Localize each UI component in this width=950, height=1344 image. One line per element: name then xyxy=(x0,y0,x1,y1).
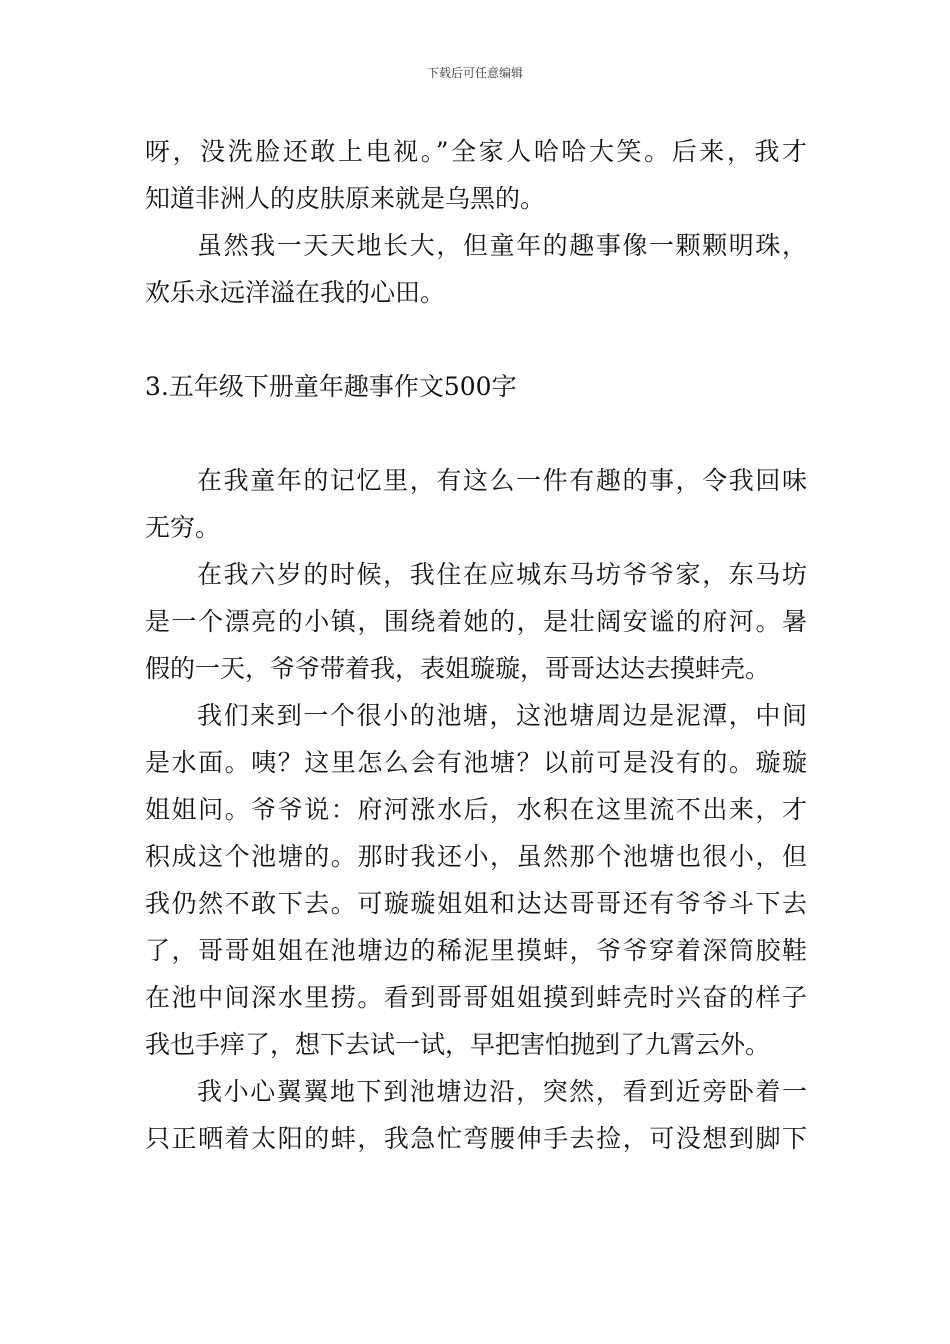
text-line: 我小心翼翼地下到池塘边沿，突然，看到近旁卧着一 xyxy=(197,1077,807,1106)
document-body xyxy=(145,128,807,1162)
text-line: 是水面。咦？这里怎么会有池塘？以前可是没有的。璇璇 xyxy=(145,748,807,777)
paragraph xyxy=(145,692,807,1068)
text-line: 假的一天，爷爷带着我，表姐璇璇，哥哥达达去摸蚌壳。 xyxy=(145,654,771,683)
text-line: 我们来到一个很小的池塘，这池塘周边是泥潭，中间 xyxy=(197,701,807,730)
text-line: 欢乐永远洋溢在我的心田。 xyxy=(145,278,446,307)
blank-line xyxy=(145,316,807,363)
text-line: 积成这个池塘的。那时我还小，虽然那个池塘也很小，但 xyxy=(145,842,807,871)
text-line: 只正晒着太阳的蚌，我急忙弯腰伸手去捡，可没想到脚下 xyxy=(145,1124,807,1153)
paragraph xyxy=(145,222,807,316)
paragraph xyxy=(145,551,807,692)
text-line: 虽然我一天天地长大，但童年的趣事像一颗颗明珠， xyxy=(197,231,807,260)
text-line: 是一个漂亮的小镇，围绕着她的，是壮阔安谧的府河。暑 xyxy=(145,607,807,636)
paragraph xyxy=(145,1068,807,1162)
blank-line xyxy=(145,410,807,457)
text-line: 在我童年的记忆里，有这么一件有趣的事，令我回味 xyxy=(197,466,807,495)
text-line: 在池中间深水里捞。看到哥哥姐姐摸到蚌壳时兴奋的样子 xyxy=(145,983,807,1012)
section-heading: 3.五年级下册童年趣事作文500字 xyxy=(145,372,517,401)
text-line: 我也手痒了，想下去试一试，早把害怕抛到了九霄云外。 xyxy=(145,1030,771,1059)
text-line: 知道非洲人的皮肤原来就是乌黑的。 xyxy=(145,184,546,213)
text-line: 了，哥哥姐姐在池塘边的稀泥里摸蚌，爷爷穿着深筒胶鞋 xyxy=(145,936,807,965)
text-line: 姐姐问。爷爷说：府河涨水后，水积在这里流不出来，才 xyxy=(145,795,807,824)
page-header: 下载后可任意编辑 xyxy=(426,66,523,80)
text-line: 我仍然不敢下去。可璇璇姐姐和达达哥哥还有爷爷斗下去 xyxy=(145,889,807,918)
paragraph xyxy=(145,457,807,551)
text-line: 呀，没洗脸还敢上电视。”全家人哈哈大笑。后来，我才 xyxy=(145,137,807,166)
paragraph xyxy=(145,128,807,222)
text-line: 无穷。 xyxy=(145,513,221,542)
text-line: 在我六岁的时候，我住在应城东马坊爷爷家，东马坊 xyxy=(197,560,807,589)
